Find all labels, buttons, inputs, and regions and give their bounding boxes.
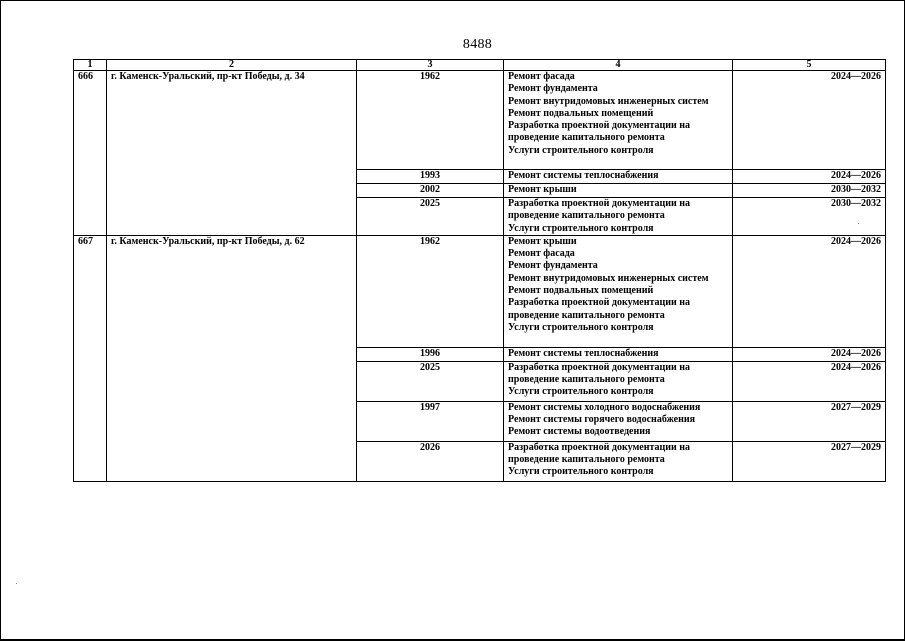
work-item: Разработка проектной документации на xyxy=(508,120,691,132)
row-period: 2027—2029 xyxy=(733,401,886,441)
row-year: 2002 xyxy=(357,184,504,198)
row-works xyxy=(504,198,733,236)
work-item: проведение капитального ремонта xyxy=(508,454,665,466)
work-item: Услуги строительного контроля xyxy=(508,386,654,398)
row-year: 1997 xyxy=(357,401,504,441)
work-item: Разработка проектной документации на xyxy=(508,361,691,373)
work-item: Ремонт системы горячего водоснабжения xyxy=(508,414,696,426)
header-row xyxy=(74,60,886,71)
work-item: проведение капитального ремонта xyxy=(508,309,665,321)
row-year: 1996 xyxy=(357,347,504,361)
row-period: 2024—2026 xyxy=(733,71,886,170)
row-period: 2024—2026 xyxy=(733,235,886,347)
work-item: Услуги строительного контроля xyxy=(508,466,654,478)
row-year: 2025 xyxy=(357,361,504,401)
work-item: Ремонт подвальных помещений xyxy=(508,285,654,297)
entry-address: г. Каменск-Уральский, пр-кт Победы, д. 34 xyxy=(107,71,357,236)
work-item: Ремонт системы теплоснабжения xyxy=(508,170,659,181)
row-year: 1962 xyxy=(357,235,504,347)
row-year: 1993 xyxy=(357,170,504,184)
work-item: Услуги строительного контроля xyxy=(508,222,654,234)
row-year: 2025 xyxy=(357,198,504,236)
row-period: 2024—2026 xyxy=(733,170,886,184)
table-row xyxy=(74,71,886,170)
entry-number: 667 xyxy=(74,235,107,481)
table-row xyxy=(74,235,886,347)
work-item: Ремонт внутридомовых инженерных систем xyxy=(508,272,709,284)
work-item: Ремонт системы теплоснабжения xyxy=(508,347,659,359)
work-item: Ремонт фасада xyxy=(508,248,575,260)
work-item: проведение капитального ремонта xyxy=(508,374,665,386)
row-works xyxy=(504,184,733,198)
table-body xyxy=(74,71,886,482)
row-works xyxy=(504,170,733,184)
work-item: Ремонт фундамента xyxy=(508,260,598,272)
work-item: Разработка проектной документации на xyxy=(508,297,691,309)
entry-address: г. Каменск-Уральский, пр-кт Победы, д. 62 xyxy=(107,235,357,481)
work-item: проведение капитального ремонта xyxy=(508,132,665,144)
row-works xyxy=(504,235,733,347)
work-item: Ремонт системы водоотведения xyxy=(508,426,651,438)
work-item: Разработка проектной документации на xyxy=(508,441,691,453)
row-year: 2026 xyxy=(357,441,504,481)
row-period: 2027—2029 xyxy=(733,441,886,481)
row-works xyxy=(504,71,733,170)
header-col-5: 5 xyxy=(733,60,886,71)
capital-repair-table xyxy=(73,59,886,482)
row-works xyxy=(504,441,733,481)
work-item: проведение капитального ремонта xyxy=(508,210,665,222)
work-item: Ремонт крыши xyxy=(508,184,577,195)
work-item: Разработка проектной документации на xyxy=(508,198,691,209)
work-item: Ремонт подвальных помещений xyxy=(508,107,654,119)
row-works xyxy=(504,347,733,361)
header-col-3: 3 xyxy=(357,60,504,71)
page-number: 8488 xyxy=(462,37,493,52)
work-item: Услуги строительного контроля xyxy=(508,321,654,333)
scan-speck xyxy=(16,583,17,584)
row-period: 2024—2026 xyxy=(733,361,886,401)
row-works xyxy=(504,401,733,441)
work-item: Услуги строительного контроля xyxy=(508,144,654,156)
work-item: Ремонт фасада xyxy=(508,71,575,82)
work-item: Ремонт крыши xyxy=(508,235,577,247)
work-item: Ремонт системы холодного водоснабжения xyxy=(508,401,701,413)
scan-speck xyxy=(858,223,859,224)
row-year: 1962 xyxy=(357,71,504,170)
row-works xyxy=(504,361,733,401)
row-period: 2030—2032 xyxy=(733,198,886,236)
work-item: Ремонт фундамента xyxy=(508,83,598,95)
header-col-2: 2 xyxy=(107,60,357,71)
row-period: 2024—2026 xyxy=(733,347,886,361)
entry-number: 666 xyxy=(74,71,107,236)
header-col-4: 4 xyxy=(504,60,733,71)
row-period: 2030—2032 xyxy=(733,184,886,198)
work-item: Ремонт внутридомовых инженерных систем xyxy=(508,95,709,107)
header-col-1: 1 xyxy=(74,60,107,71)
